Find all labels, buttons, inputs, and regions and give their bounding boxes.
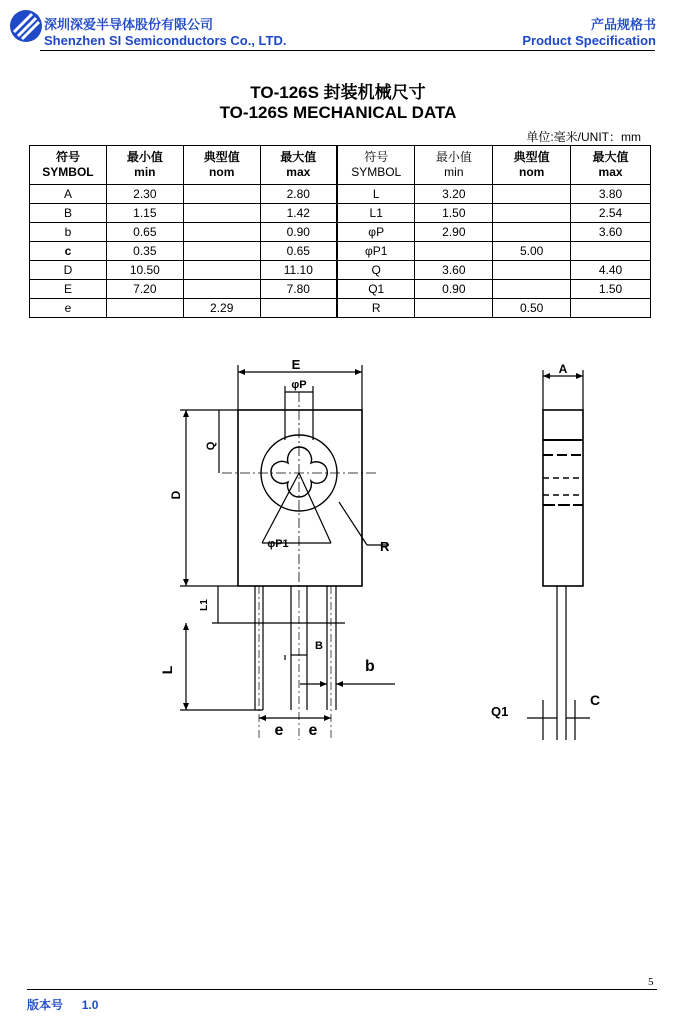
header-label-cn: 最大值: [280, 150, 317, 164]
value-cell: [493, 261, 571, 280]
value-cell: 0.65: [260, 242, 337, 261]
value-cell: [183, 242, 260, 261]
title-en: TO-126S MECHANICAL DATA: [219, 103, 457, 122]
symbol-cell: A: [30, 185, 107, 204]
company-logo: [8, 8, 44, 49]
value-cell: 4.40: [571, 261, 651, 280]
symbol-cell: e: [30, 299, 107, 318]
value-cell: 11.10: [260, 261, 337, 280]
label-L: L: [159, 665, 175, 675]
value-cell: [571, 299, 651, 318]
doc-type-cn: 产品规格书: [590, 17, 656, 32]
label-b: b: [365, 658, 375, 675]
table-row: [30, 261, 651, 280]
value-cell: [260, 299, 337, 318]
label-E: E: [291, 357, 301, 372]
version-label: 版本号: [27, 998, 64, 1012]
value-cell: [183, 261, 260, 280]
header-cell: [415, 146, 493, 185]
value-cell: 1.50: [415, 204, 493, 223]
symbol-cell: L: [337, 185, 415, 204]
label-B: B: [315, 640, 323, 652]
title-cn: TO-126S 封装机械尺寸: [250, 83, 426, 102]
symbol-cell: Q1: [337, 280, 415, 299]
symbol-cell: D: [30, 261, 107, 280]
header-cell: [493, 146, 571, 185]
value-cell: [493, 223, 571, 242]
value-cell: [183, 185, 260, 204]
value-cell: 1.50: [571, 280, 651, 299]
value-cell: [106, 299, 183, 318]
value-cell: [493, 204, 571, 223]
label-Q: Q: [205, 441, 217, 451]
label-D: D: [169, 490, 183, 500]
value-cell: 2.80: [260, 185, 337, 204]
label-C: C: [590, 692, 601, 708]
value-cell: [571, 242, 651, 261]
symbol-cell: B: [30, 204, 107, 223]
symbol-cell: R: [337, 299, 415, 318]
table-row: [30, 223, 651, 242]
value-cell: 1.15: [106, 204, 183, 223]
value-cell: [415, 299, 493, 318]
header-label-cn: 最小值: [126, 150, 163, 164]
header-cell: [337, 146, 415, 185]
label-e-1: e: [274, 722, 284, 739]
symbol-cell: c: [30, 242, 107, 261]
label-phiP: φP: [291, 379, 307, 391]
header-label-en: SYMBOL: [42, 165, 94, 179]
value-cell: 2.54: [571, 204, 651, 223]
unit-label: 单位:毫米/UNIT：mm: [526, 130, 641, 144]
header-label-en: max: [598, 165, 623, 179]
header-cell: [106, 146, 183, 185]
header-label-en: nom: [209, 165, 235, 179]
label-A: A: [558, 362, 568, 376]
symbol-cell: Q: [337, 261, 415, 280]
header-cell: [30, 146, 107, 185]
table-row: [30, 299, 651, 318]
header-label-cn: 典型值: [203, 150, 240, 164]
symbol-cell: φP1: [337, 242, 415, 261]
value-cell: 3.60: [571, 223, 651, 242]
value-cell: 0.35: [106, 242, 183, 261]
header-label-cn: 符号: [364, 150, 389, 164]
symbol-cell: φP: [337, 223, 415, 242]
header-cell: [183, 146, 260, 185]
value-cell: 0.65: [106, 223, 183, 242]
value-cell: 0.50: [493, 299, 571, 318]
value-cell: 7.80: [260, 280, 337, 299]
value-cell: 3.60: [415, 261, 493, 280]
table-header-row: [30, 146, 651, 185]
doc-type-en: Product Specification: [522, 33, 656, 48]
value-cell: 2.29: [183, 299, 260, 318]
version-value: 1.0: [81, 998, 99, 1012]
symbol-cell: b: [30, 223, 107, 242]
value-cell: 0.90: [260, 223, 337, 242]
header-label-cn: 最大值: [592, 150, 629, 164]
value-cell: [183, 223, 260, 242]
value-cell: 10.50: [106, 261, 183, 280]
label-R: R: [380, 539, 390, 554]
mechanical-data-table: [29, 145, 651, 318]
value-cell: [493, 185, 571, 204]
table-row: [30, 185, 651, 204]
value-cell: 5.00: [493, 242, 571, 261]
version-info: [27, 996, 98, 1013]
value-cell: [183, 280, 260, 299]
symbol-cell: E: [30, 280, 107, 299]
header-label-cn: 最小值: [435, 150, 472, 164]
company-name-en: Shenzhen SI Semiconductors Co., LTD.: [44, 33, 287, 48]
header-label-cn: 典型值: [513, 150, 550, 164]
value-cell: 0.90: [415, 280, 493, 299]
label-phiP1: φP1: [267, 538, 289, 550]
value-cell: [415, 242, 493, 261]
header-label-en: min: [134, 165, 156, 179]
mechanical-drawing: [0, 330, 676, 750]
label-L1: L1: [199, 599, 210, 611]
label-Q1: Q1: [491, 704, 509, 719]
value-cell: 7.20: [106, 280, 183, 299]
label-e-2: e: [308, 722, 318, 739]
value-cell: 2.30: [106, 185, 183, 204]
table-row: [30, 204, 651, 223]
header-cell: [260, 146, 337, 185]
table-row: [30, 280, 651, 299]
value-cell: 2.90: [415, 223, 493, 242]
header-label-en: nom: [519, 165, 545, 179]
header-label-en: max: [286, 165, 311, 179]
header-cell: [571, 146, 651, 185]
header-rule: [40, 50, 655, 51]
value-cell: [493, 280, 571, 299]
page-number: 5: [648, 976, 654, 988]
value-cell: 3.20: [415, 185, 493, 204]
header-label-en: SYMBOL: [351, 165, 402, 179]
header-label-cn: 符号: [55, 150, 80, 164]
value-cell: 3.80: [571, 185, 651, 204]
value-cell: [183, 204, 260, 223]
symbol-cell: L1: [337, 204, 415, 223]
table-row: [30, 242, 651, 261]
header-label-en: min: [444, 165, 464, 179]
footer-rule: [27, 989, 657, 990]
value-cell: 1.42: [260, 204, 337, 223]
company-name-cn: 深圳深爱半导体股份有限公司: [44, 17, 214, 32]
